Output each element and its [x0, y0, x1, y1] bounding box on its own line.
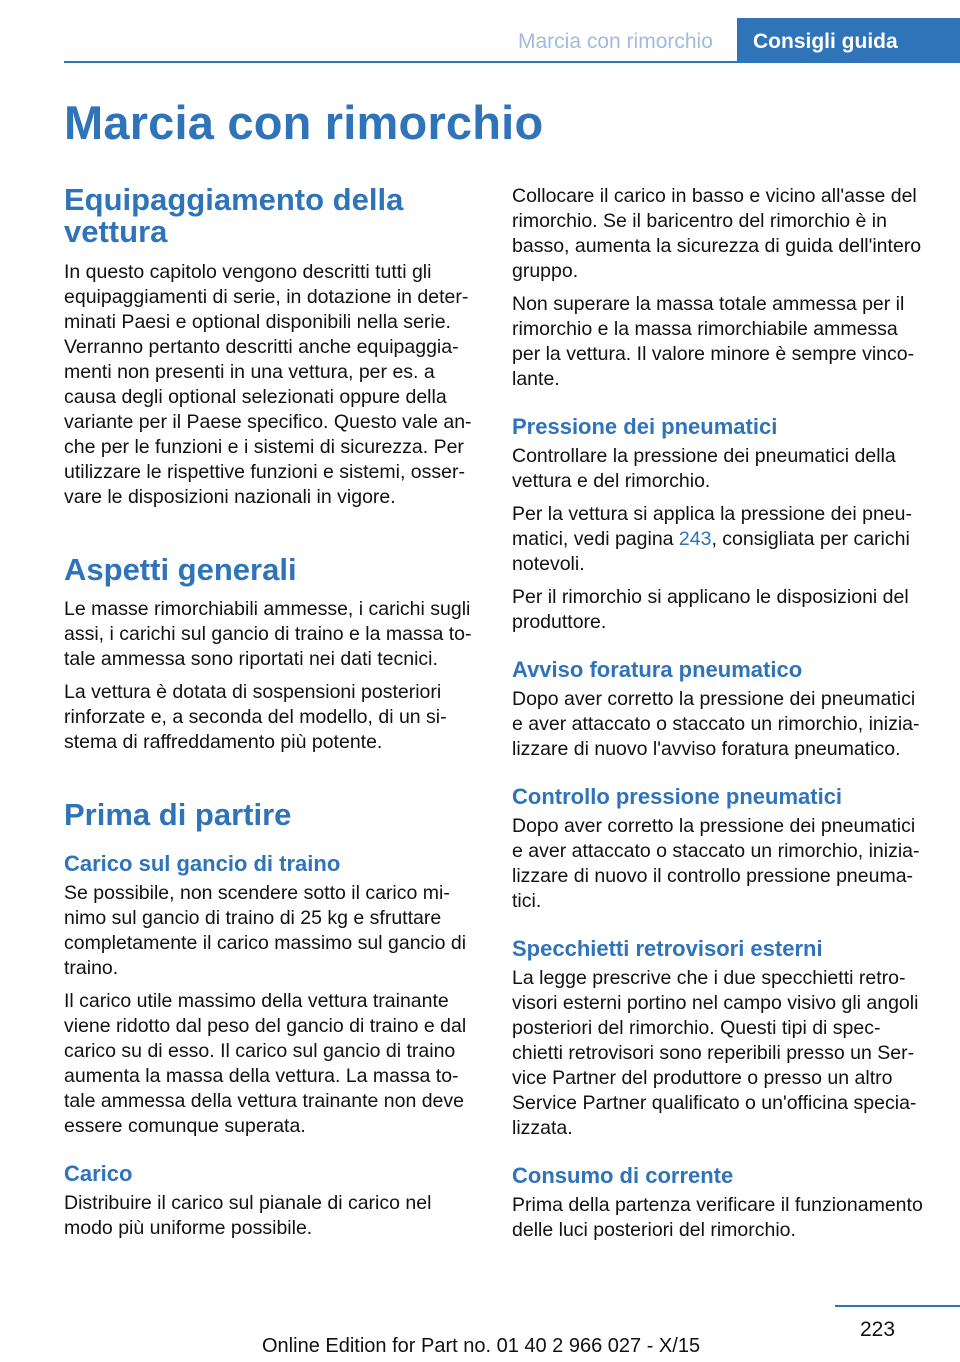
heading-hitch-load: Carico sul gancio di traino [64, 851, 341, 876]
page-number: 223 [860, 1318, 896, 1341]
right-column [512, 184, 928, 1251]
heading-exterior-mirrors: Specchietti retrovisori esterni [512, 936, 823, 961]
paragraph-load-3: Non superare la massa totale ammessa per il rimorchio e la massa rimorchiabile ammessa per la vettura. Il valore minore è sempre vinco-lante. [512, 293, 915, 390]
paragraph-general-1: Le masse rimorchiabili ammesse, i carichi sugli assi, i carichi sul gancio di traino e la massa to-tale ammessa sono riportati nei dati tecnici. [64, 598, 472, 670]
header-section-label: Marcia con rimorchio [518, 30, 713, 53]
page-link-243[interactable]: 243 [678, 528, 712, 550]
paragraph-power: Prima della partenza verificare il funzionamento delle luci posteriori del rimorchio. [512, 1194, 923, 1241]
paragraph-tpm: Dopo aver corretto la pressione dei pneumatici e aver attaccato o staccato un rimorchio, inizia-lizzare di nuovo il controllo pressione pneuma-tici. [512, 815, 920, 912]
heading-load: Carico [64, 1161, 133, 1186]
paragraph-pressure-2 [512, 502, 928, 577]
paragraph-hitch-2: Il carico utile massimo della vettura trainante viene ridotto dal peso del gancio di traino e dal carico su di esso. Il carico sul gancio di traino aumenta la massa della vettura. La massa to-tale ammessa della vettura trainante non deve essere comunque superata. [64, 990, 467, 1137]
paragraph-pressure-3: Per il rimorchio si applicano le disposizioni del produttore. [512, 586, 909, 633]
page-title: Marcia con rimorchio [64, 96, 544, 149]
paragraph-general-2: La vettura è dotata di sospensioni posteriori rinforzate e, a seconda del modello, di un si-stema di raffreddamento più potente. [64, 681, 447, 753]
paragraph-mirrors: La legge prescrive che i due specchietti retro-visori esterni portino nel campo visivo gli angoli posteriori del rimorchio. Questi tipi di spec-chietti retrovisori sono reperibili presso un Ser-vice Partner del produttore o presso un altro Service Partner qualificato o un'officina specia-lizzata. [512, 967, 919, 1139]
paragraph-equipment: In questo capitolo vengono descritti tutti gli equipaggiamenti di serie, in dotazione in deter-minati Paesi e optional disponibili nella serie. Verranno pertanto descritti anche equipaggia-menti non presenti in una vettura, per es. a causa degli optional selezionati oppure della variante per il Paese specifico. Questo vale an-che per le funzioni e i sistemi di sicurezza. Per utilizzare le rispettive funzioni e sistemi, osser-vare le disposizioni nazionali in vigore. [64, 261, 472, 508]
left-column [64, 184, 480, 1249]
paragraph-load: Distribuire il carico sul pianale di carico nel modo più uniforme possibile. [64, 1192, 432, 1239]
heading-equipment: Equipaggiamento della vettura [64, 182, 404, 249]
header-chapter-tab: Consigli guida [737, 18, 960, 63]
heading-flat-tire-warning: Avviso foratura pneumatico [512, 657, 803, 682]
paragraph-hitch-1: Se possibile, non scendere sotto il carico mi-nimo sul gancio di traino di 25 kg e sfruttare completamente il carico massimo sul gancio di traino. [64, 882, 467, 979]
pressure-text-b: , consigliata per carichi notevoli. [512, 528, 910, 575]
footer-edition: Online Edition for Part no. 01 40 2 966 027 - X/15 [262, 1335, 701, 1357]
paragraph-pressure-1: Controllare la pressione dei pneumatici della vettura e del rimorchio. [512, 445, 896, 492]
heading-before-departure: Prima di partire [64, 797, 292, 832]
pressure-text-a: Per la vettura si applica la pressione dei pneu-matici, vedi pagina [512, 503, 912, 550]
heading-tire-pressure: Pressione dei pneumatici [512, 414, 778, 439]
footer-rule [835, 1305, 960, 1307]
heading-tire-pressure-monitor: Controllo pressione pneumatici [512, 784, 843, 809]
heading-general: Aspetti generali [64, 552, 297, 587]
heading-power-consumption: Consumo di corrente [512, 1163, 734, 1188]
paragraph-load-2: Collocare il carico in basso e vicino all'asse del rimorchio. Se il baricentro del rimorchio è in basso, aumenta la sicurezza di guida dell'intero gruppo. [512, 185, 922, 282]
paragraph-flat-tire: Dopo aver corretto la pressione dei pneumatici e aver attaccato o staccato un rimorchio, inizia-lizzare di nuovo l'avviso foratura pneumatico. [512, 688, 920, 760]
